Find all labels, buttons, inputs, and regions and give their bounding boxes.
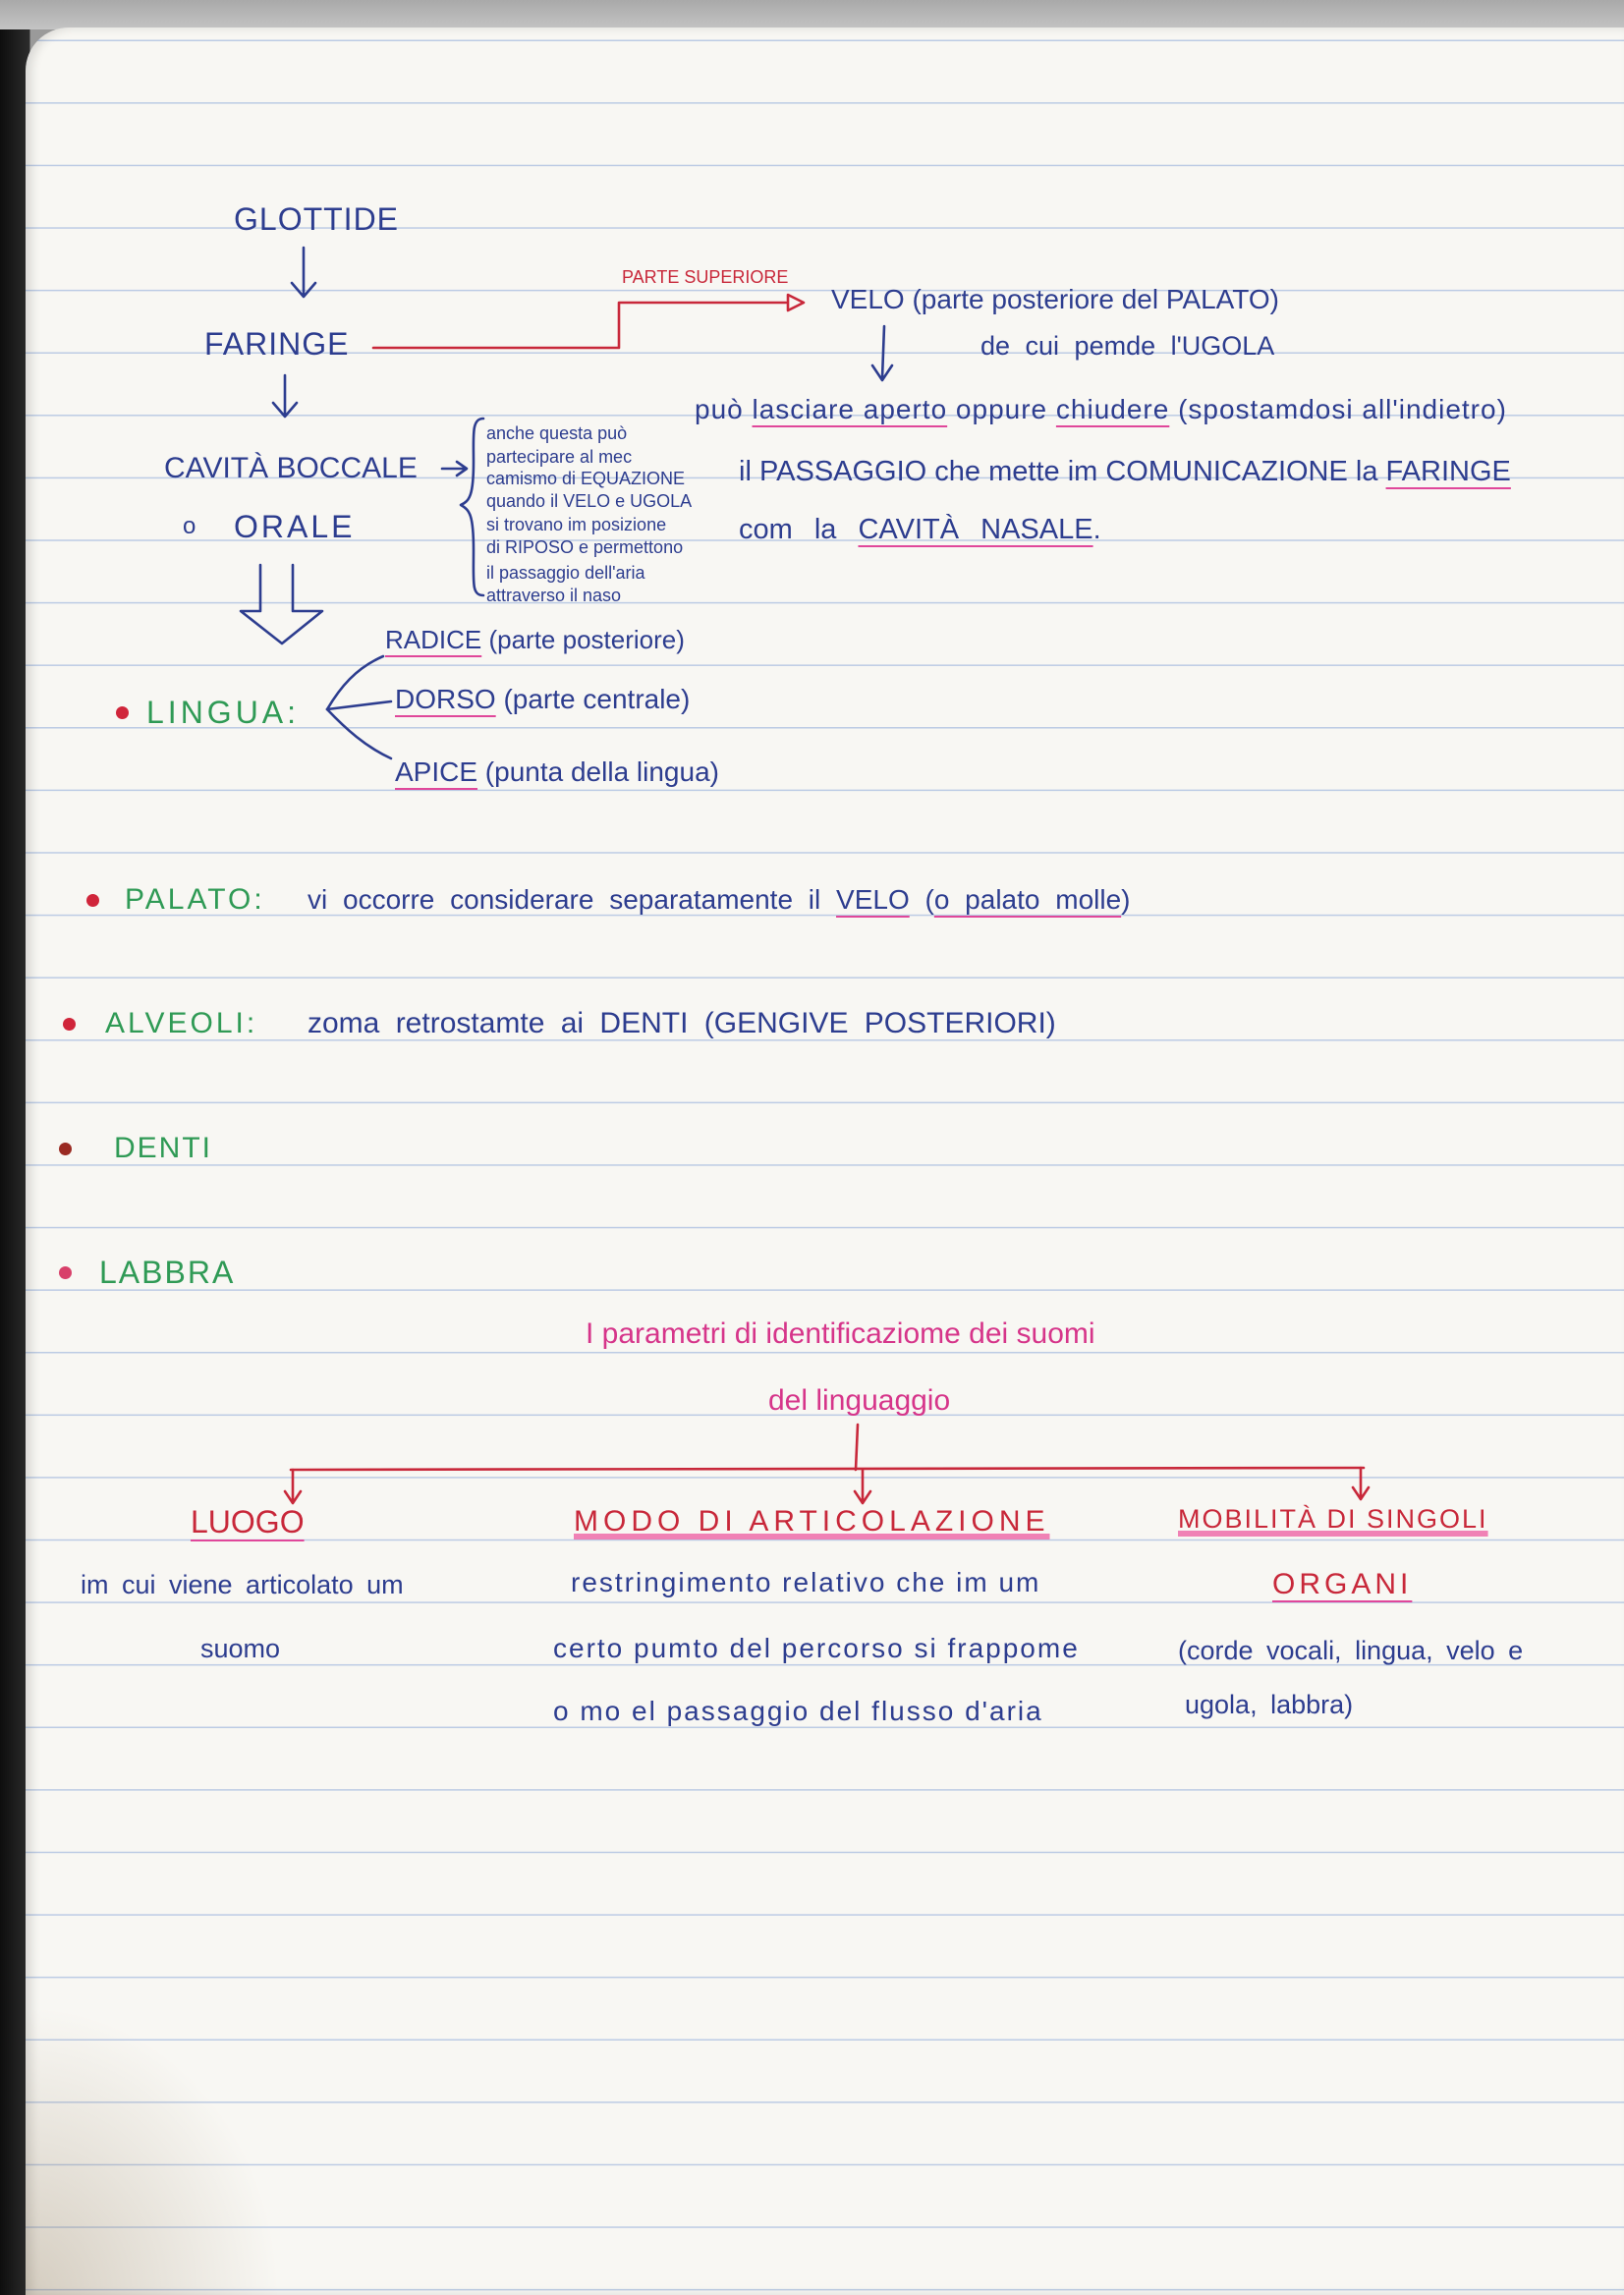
underlined-segment: chiudere	[1055, 394, 1170, 424]
nasale-line	[739, 513, 1101, 547]
orale-label: ORALE	[234, 509, 356, 544]
arrow-down-icon	[855, 1470, 870, 1503]
parameters-stem-line	[856, 1425, 858, 1470]
text-segment: può	[695, 394, 753, 424]
mobilita-desc: (corde vocali, lingua, velo e	[1178, 1636, 1524, 1665]
arrow-down-icon	[872, 326, 892, 380]
note-line: di RIPOSO e permettono	[486, 537, 684, 557]
heading-text: LUOGO	[191, 1504, 305, 1539]
lingua-branch-apice	[327, 709, 391, 758]
ugola-note: de cui pemde l'UGOLA	[980, 331, 1275, 361]
heading-text: ORGANI	[1272, 1568, 1413, 1600]
text-segment: vi occorre considerare separatamente il	[308, 884, 837, 915]
text-segment: )	[1121, 884, 1131, 915]
parameters-title-cont: del linguaggio	[768, 1384, 951, 1417]
heading-text: MODO DI ARTICOLAZIONE	[574, 1505, 1050, 1538]
luogo-heading	[191, 1503, 305, 1540]
underlined-segment: CAVITÀ NASALE	[858, 514, 1093, 545]
parameters-branch-line	[291, 1468, 1364, 1470]
text-segment: (spostamdosi all'indietro)	[1169, 394, 1507, 424]
brace-icon	[461, 419, 483, 595]
part-name: DORSO	[395, 684, 496, 714]
bullet-icon	[59, 1266, 72, 1279]
part-desc: (parte posteriore)	[481, 625, 685, 654]
denti-label: DENTI	[114, 1132, 212, 1164]
modo-heading	[574, 1504, 1050, 1539]
double-arrow-down-icon	[241, 565, 322, 644]
faringe-label: FARINGE	[204, 326, 350, 362]
text-segment: oppure	[947, 394, 1056, 424]
modo-desc: certo pumto del percorso si frappome	[553, 1633, 1080, 1663]
lingua-part-dorso	[395, 683, 690, 716]
arrow-down-icon	[1353, 1468, 1369, 1499]
arrow-down-icon	[273, 375, 297, 417]
lingua-part-apice	[395, 756, 719, 789]
arrow-down-icon	[285, 1470, 301, 1503]
underlined-segment: FARINGE	[1385, 456, 1511, 487]
lingua-part-radice	[385, 625, 685, 655]
note-line: si trovano im posizione	[486, 515, 667, 534]
velo-action-line	[695, 393, 1507, 426]
underlined-segment: o palato molle	[933, 884, 1122, 915]
note-line: il passaggio dell'aria	[486, 563, 645, 583]
note-line: camismo di EQUAZIONE	[486, 469, 686, 488]
modo-desc: restringimento relativo che im um	[571, 1567, 1041, 1597]
text-segment: (	[909, 884, 934, 915]
bullet-icon	[59, 1143, 72, 1155]
velo-definition: VELO (parte posteriore del PALATO)	[831, 284, 1279, 314]
palato-text	[308, 883, 1131, 917]
parameters-title: I parametri di identificaziome dei suomi	[586, 1317, 1095, 1350]
bullet-icon	[63, 1018, 76, 1031]
parte-superiore-label: PARTE SUPERIORE	[622, 267, 789, 287]
faringe-connector-line	[373, 303, 786, 348]
modo-desc: o mo el passaggio del flusso d'aria	[553, 1696, 1043, 1726]
heading-text: MOBILITÀ DI SINGOLI	[1178, 1504, 1488, 1534]
bullet-icon	[86, 894, 99, 907]
passaggio-line	[739, 455, 1511, 489]
lingua-label: LINGUA:	[146, 695, 301, 730]
mobilita-desc: ugola, labbra)	[1185, 1690, 1354, 1719]
note-line: anche questa può	[486, 423, 628, 443]
lingua-branch-dorso	[327, 701, 391, 709]
palato-label: PALATO:	[125, 883, 265, 916]
text-segment: .	[1092, 514, 1101, 545]
part-desc: (punta della lingua)	[477, 756, 719, 787]
luogo-desc: suomo	[200, 1634, 281, 1663]
alveoli-text: zoma retrostamte ai DENTI (GENGIVE POSTERIORI)	[308, 1007, 1056, 1039]
underlined-segment: VELO	[836, 884, 910, 915]
bullet-icon	[116, 706, 129, 719]
luogo-desc: im cui viene articolato um	[81, 1570, 404, 1599]
mobilita-heading-cont	[1272, 1567, 1412, 1602]
part-name: APICE	[395, 756, 478, 787]
arrow-right-icon	[442, 462, 467, 476]
part-desc: (parte centrale)	[495, 684, 691, 714]
note-line: quando il VELO e UGOLA	[486, 491, 693, 511]
cavita-boccale-label: CAVITÀ BOCCALE	[164, 452, 418, 484]
note-line: partecipare al mec	[486, 447, 633, 467]
arrow-right-icon	[788, 295, 804, 310]
labbra-label: LABBRA	[99, 1255, 236, 1290]
text-segment: il PASSAGGIO che mette im COMUNICAZIONE la	[739, 456, 1386, 487]
text-segment: com la	[739, 514, 859, 545]
alveoli-label: ALVEOLI:	[105, 1007, 258, 1039]
lingua-branch-radice	[327, 656, 383, 709]
mobilita-heading	[1178, 1503, 1488, 1535]
arrow-down-icon	[292, 248, 315, 297]
note-line: attraverso il naso	[486, 586, 622, 605]
underlined-segment: lasciare aperto	[752, 394, 948, 424]
orale-prefix: o	[183, 513, 196, 539]
glottide-label: GLOTTIDE	[234, 201, 400, 237]
part-name: RADICE	[385, 625, 482, 654]
